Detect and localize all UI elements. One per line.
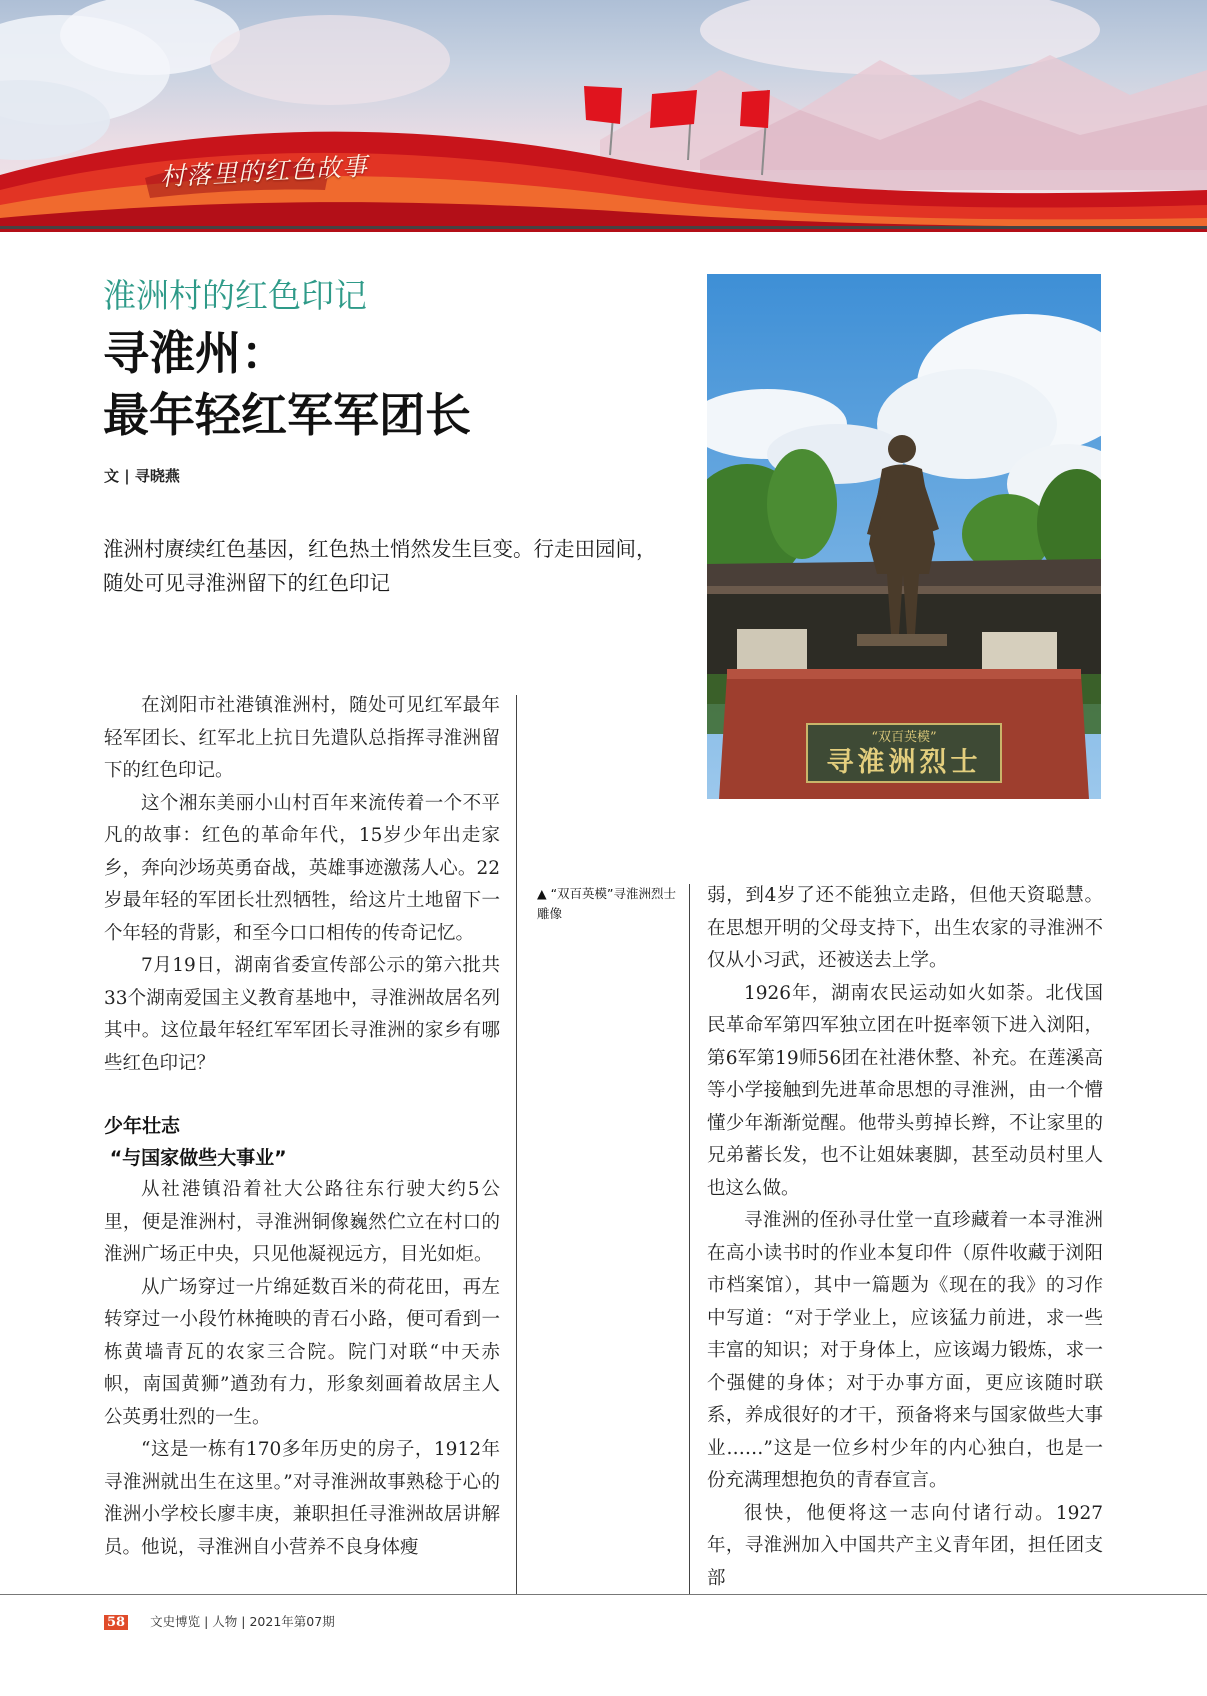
photo-caption: ▲ “双百英模”寻淮洲烈士雕像 bbox=[537, 886, 677, 921]
article-column-right bbox=[707, 880, 1103, 1595]
statue-photo-image bbox=[707, 274, 1101, 799]
banner-artwork bbox=[0, 0, 1207, 232]
section-name: 人物 bbox=[212, 1614, 238, 1629]
page-footer bbox=[104, 1612, 335, 1630]
paragraph: 很快，他便将这一志向付诸行动。1927年，寻淮洲加入中国共产主义青年团，担任团支部 bbox=[707, 1502, 1103, 1589]
paragraph: 在浏阳市社港镇淮洲村，随处可见红军最年轻军团长、红军北上抗日先遣队总指挥寻淮洲留下的红色印记。 bbox=[104, 695, 500, 781]
footer-separator: | bbox=[204, 1614, 209, 1629]
header-banner bbox=[0, 0, 1207, 232]
page-number: 58 bbox=[104, 1615, 128, 1630]
column-divider-right bbox=[689, 884, 690, 1594]
issue-label: 2021年第07期 bbox=[249, 1614, 335, 1629]
paragraph: 7月19日，湖南省委宣传部公示的第六批共33个湖南爱国主义教育基地中，寻淮洲故居名列其中。这位最年轻红军军团长寻淮洲的家乡有哪些红色印记？ bbox=[104, 955, 500, 1074]
article-title bbox=[103, 322, 471, 446]
byline: 文 | 寻晓燕 bbox=[104, 467, 180, 485]
title-line-2: 最年轻红军军团长 bbox=[103, 388, 471, 442]
paragraph: 这个湘东美丽小山村百年来流传着一个不平凡的故事：红色的革命年代，15岁少年出走家乡，奔向沙场英勇奋战，英雄事迹激荡人心。22岁最年轻的军团长壮烈牺牲，给这片土地留下一个年轻的背影，和至今口口相传的传奇记忆。 bbox=[104, 792, 500, 944]
paragraph: 寻淮洲的侄孙寻仕堂一直珍藏着一本寻淮洲在高小读书时的作业本复印件（原件收藏于浏阳市档案馆），其中一篇题为《现在的我》的习作中写道：“对于学业上，应该猛力前进，求一些丰富的知识；对于身体上，应该竭力锻炼，求一个强健的身体；对于办事方面，更应该随时联系，养成很好的才干，预备将来与国家做些大事业……”这是一位乡村少年的内心独白，也是一份充满理想抱负的青春宣言。 bbox=[707, 1210, 1103, 1491]
footer-divider bbox=[0, 1594, 1207, 1595]
lead-paragraph: 淮洲村赓续红色基因，红色热土悄然发生巨变。行走田园间，随处可见寻淮洲留下的红色印记 bbox=[103, 537, 657, 595]
plaque-large-text: 寻淮洲烈士 bbox=[826, 747, 982, 778]
paragraph: 从广场穿过一片绵延数百米的荷花田，再左转穿过一小段竹林掩映的青石小路，便可看到一栋黄墙青瓦的农家三合院。院门对联“中天赤帜，南国黄狮”遒劲有力，形象刻画着故居主人公英勇壮烈的一生。 bbox=[104, 1276, 500, 1428]
plaque-small-text: “双百英模” bbox=[871, 730, 937, 745]
column-divider-left bbox=[516, 695, 517, 1594]
magazine-name: 文史博览 bbox=[150, 1614, 201, 1629]
paragraph: 从社港镇沿着社大公路往东行驶大约5公里，便是淮洲村，寻淮洲铜像巍然伫立在村口的淮洲广场正中央，只见他凝视远方，目光如炬。 bbox=[104, 1179, 500, 1265]
section-heading-quote: “与国家做些大事业” bbox=[109, 1147, 287, 1169]
paragraph: 1926年，湖南农民运动如火如荼。北伐国民革命军第四军独立团在叶挺率领下进入浏阳，第6军第19师56团在社港休整、补充。在莲溪高等小学接触到先进革命思想的寻淮洲，由一个懵懂少年渐渐觉醒。他带头剪掉长辫，不让家里的兄弟蓄长发，也不让姐妹裹脚，甚至动员村里人也这么做。 bbox=[707, 982, 1103, 1199]
footer-separator: | bbox=[241, 1614, 246, 1629]
section-heading: 少年壮志 bbox=[104, 1115, 181, 1137]
paragraph: 弱，到4岁了还不能独立走路，但他天资聪慧。在思想开明的父母支持下，出生农家的寻淮洲不仅从小习武，还被送去上学。 bbox=[707, 885, 1103, 971]
statue-photo bbox=[707, 274, 1101, 799]
paragraph: “这是一栋有170多年历史的房子，1912年寻淮洲就出生在这里。”对寻淮洲故事熟稔于心的淮洲小学校长廖丰庚，兼职担任寻淮洲故居讲解员。他说，寻淮洲自小营养不良身体瘦 bbox=[104, 1439, 500, 1558]
article-subtitle: 淮洲村的红色印记 bbox=[103, 276, 367, 315]
banner-divider bbox=[0, 226, 1207, 229]
section-label: 村落里的红色故事 bbox=[159, 151, 369, 192]
title-line-1: 寻淮州： bbox=[103, 326, 287, 380]
article-column-left bbox=[104, 690, 500, 1564]
